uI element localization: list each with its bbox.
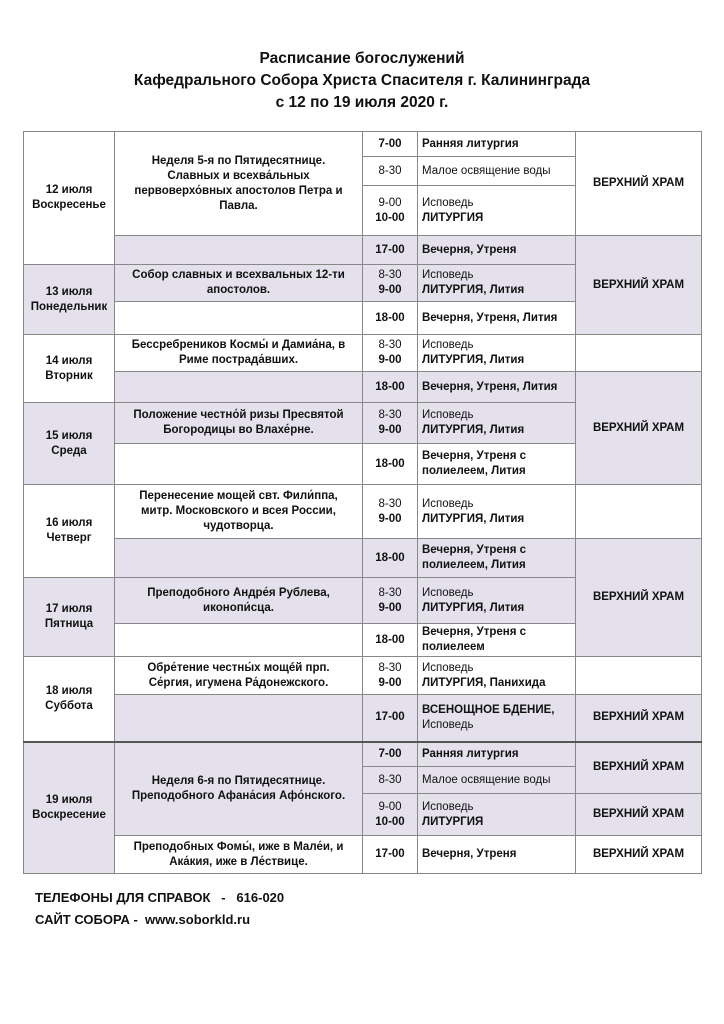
feast-cell xyxy=(115,403,363,444)
day-date: 15 июля xyxy=(45,429,93,442)
day-date: 17 июля xyxy=(45,603,93,615)
time-cell xyxy=(363,265,418,302)
time-cell xyxy=(363,403,418,444)
location-cell: ВЕРХНИЙ ХРАМ xyxy=(576,695,702,742)
time-value: 8-30 xyxy=(378,409,402,421)
service-value: Исповедь xyxy=(422,196,474,209)
service-cell: Вечерня, Утреня xyxy=(418,836,576,874)
service-cell xyxy=(418,578,576,624)
footer-phones: ТЕЛЕФОНЫ ДЛЯ СПРАВОК - 616-020 xyxy=(35,890,285,905)
title-line-1: Расписание богослужений xyxy=(259,50,465,67)
day-cell xyxy=(24,485,115,578)
time-cell: 18-00 xyxy=(363,624,418,657)
service-cell xyxy=(418,265,576,302)
location-cell: ВЕРХНИЙ ХРАМ xyxy=(576,836,702,874)
day-weekday: Суббота xyxy=(45,699,93,712)
day-cell xyxy=(24,742,115,874)
time-value: 8-30 xyxy=(378,339,402,351)
service-cell: Ранняя литургия xyxy=(418,742,576,767)
feast-cell-empty xyxy=(115,302,363,335)
service-cell: Малое освящение воды xyxy=(418,767,576,794)
service-cell xyxy=(418,539,576,578)
time-cell xyxy=(363,485,418,539)
table-row xyxy=(24,742,702,767)
table-row xyxy=(24,539,702,578)
service-value: Исповедь xyxy=(422,718,474,731)
time-cell: 17-00 xyxy=(363,236,418,265)
feast-line: первоверхо́вных апостолов Петра и xyxy=(134,184,343,197)
time-cell: 7-00 xyxy=(363,742,418,767)
service-cell xyxy=(418,403,576,444)
service-value: Исповедь xyxy=(422,269,474,281)
service-value: Исповедь xyxy=(422,497,474,510)
feast-cell-empty xyxy=(115,444,363,485)
time-cell: 8-30 xyxy=(363,767,418,794)
feast-line: Перенесение мощей свт. Фили́ппа, xyxy=(139,490,338,502)
feast-cell-empty xyxy=(115,695,363,742)
day-cell xyxy=(24,657,115,742)
service-value: ЛИТУРГИЯ, Лития xyxy=(422,424,525,436)
service-value: ВСЕНОЩНОЕ БДЕНИЕ, xyxy=(422,703,555,716)
service-value: Вечерня, Утреня с xyxy=(422,544,527,556)
day-weekday: Четверг xyxy=(46,532,92,544)
feast-line: Павла. xyxy=(219,199,258,212)
time-value: 9-00 xyxy=(378,196,402,209)
service-cell xyxy=(418,335,576,372)
service-cell xyxy=(418,444,576,485)
location-cell: ВЕРХНИЙ ХРАМ xyxy=(576,742,702,794)
day-weekday: Воскресение xyxy=(32,808,106,821)
time-value: 8-30 xyxy=(378,269,402,281)
service-value: полиелеем, Лития xyxy=(422,465,526,477)
feast-line: Бессребреников Космы́ и Дамиа́на, в xyxy=(131,339,346,351)
feast-line: Собор славных и всехвальных 12-ти xyxy=(132,269,345,281)
day-cell xyxy=(24,335,115,403)
day-weekday: Пятница xyxy=(44,618,94,630)
time-cell: 18-00 xyxy=(363,372,418,403)
service-value: ЛИТУРГИЯ xyxy=(422,211,484,224)
service-cell xyxy=(418,657,576,695)
time-cell xyxy=(363,794,418,836)
service-value: Исповедь xyxy=(422,409,474,421)
service-cell xyxy=(418,624,576,657)
table-row xyxy=(24,657,702,695)
service-cell xyxy=(418,186,576,236)
service-value: полиелеем, Лития xyxy=(422,559,526,571)
day-weekday: Среда xyxy=(51,444,87,457)
service-value: ЛИТУРГИЯ, Лития xyxy=(422,284,525,296)
time-value: 9-00 xyxy=(378,354,402,366)
schedule-table xyxy=(23,131,702,874)
footer-site: САЙТ СОБОРА - www.soborkld.ru xyxy=(35,912,251,927)
time-cell: 17-00 xyxy=(363,836,418,874)
feast-line: Неделя 6-я по Пятидесятнице. xyxy=(151,774,326,787)
feast-cell-empty xyxy=(115,624,363,657)
table-row xyxy=(24,836,702,874)
day-weekday: Вторник xyxy=(45,369,93,382)
table-row xyxy=(24,485,702,539)
feast-line: Ака́кия, иже в Ле́ствице. xyxy=(169,855,308,868)
table-row xyxy=(24,372,702,403)
service-cell: Вечерня, Утреня, Лития xyxy=(418,372,576,403)
feast-line: Се́ргия, игумена Ра́донежского. xyxy=(148,676,329,689)
service-cell: Ранняя литургия xyxy=(418,132,576,157)
feast-cell-empty xyxy=(115,539,363,578)
day-date: 18 июля xyxy=(45,684,93,697)
feast-line: Богородицы во Влахе́рне. xyxy=(163,424,314,436)
feast-line: апостолов. xyxy=(206,284,271,296)
time-cell: 18-00 xyxy=(363,444,418,485)
time-cell xyxy=(363,186,418,236)
service-value: Исповедь xyxy=(422,800,474,813)
day-weekday: Воскресенье xyxy=(32,199,106,211)
time-value: 10-00 xyxy=(375,815,405,828)
day-weekday: Понедельник xyxy=(30,300,108,313)
feast-line: Преподобного Андре́я Рублева, xyxy=(147,586,330,599)
day-cell xyxy=(24,132,115,265)
time-value: 8-30 xyxy=(378,586,402,599)
location-cell: ВЕРХНИЙ ХРАМ xyxy=(576,132,702,236)
feast-line: Преподобных Фомы́, иже в Мале́и, и xyxy=(133,840,344,853)
time-value: 9-00 xyxy=(378,424,402,436)
feast-cell-empty xyxy=(115,372,363,403)
feast-cell xyxy=(115,742,363,836)
time-value: 9-00 xyxy=(378,284,402,296)
time-value: 8-30 xyxy=(378,497,402,510)
location-cell: ВЕРХНИЙ ХРАМ xyxy=(576,372,702,485)
day-cell xyxy=(24,578,115,657)
service-value: Вечерня, Утреня с xyxy=(422,626,527,638)
service-cell: Вечерня, Утреня, Лития xyxy=(418,302,576,335)
feast-cell xyxy=(115,578,363,624)
time-value: 9-00 xyxy=(378,512,402,525)
day-date: 12 июля xyxy=(45,184,93,196)
service-value: Вечерня, Утреня с xyxy=(422,450,527,462)
title-line-3: с 12 по 19 июля 2020 г. xyxy=(275,94,449,111)
service-value: полиелеем xyxy=(422,641,485,653)
feast-line: митр. Московского и всея России, xyxy=(141,505,336,517)
location-cell: ВЕРХНИЙ ХРАМ xyxy=(576,236,702,335)
time-cell xyxy=(363,657,418,695)
location-cell: ВЕРХНИЙ ХРАМ xyxy=(576,539,702,657)
time-cell: 7-00 xyxy=(363,132,418,157)
service-cell xyxy=(418,794,576,836)
feast-line: Положение честно́й ризы Пресвятой xyxy=(133,409,344,421)
feast-line: Риме пострада́вших. xyxy=(178,354,299,366)
day-cell xyxy=(24,403,115,485)
day-cell xyxy=(24,265,115,335)
feast-cell-empty xyxy=(115,236,363,265)
time-cell xyxy=(363,578,418,624)
day-date: 14 июля xyxy=(45,354,93,367)
service-value: ЛИТУРГИЯ, Лития xyxy=(422,601,525,614)
time-cell: 18-00 xyxy=(363,539,418,578)
feast-line: Обре́тение честны́х мощéй прп. xyxy=(147,661,330,674)
time-value: 9-00 xyxy=(378,676,402,689)
time-value: 9-00 xyxy=(378,601,402,614)
service-value: ЛИТУРГИЯ xyxy=(422,815,484,828)
feast-line: Неделя 5-я по Пятидесятнице. xyxy=(151,154,326,167)
feast-line: чудотворца. xyxy=(203,520,274,532)
table-row xyxy=(24,695,702,742)
table-row xyxy=(24,236,702,265)
day-date: 16 июля xyxy=(45,517,93,529)
service-value: ЛИТУРГИЯ, Панихида xyxy=(422,676,546,689)
table-row xyxy=(24,335,702,372)
service-cell: Малое освящение воды xyxy=(418,157,576,186)
time-cell: 18-00 xyxy=(363,302,418,335)
feast-line: иконопи́сца. xyxy=(203,601,274,614)
feast-cell xyxy=(115,265,363,302)
time-cell: 17-00 xyxy=(363,695,418,742)
service-cell xyxy=(418,485,576,539)
service-value: ЛИТУРГИЯ, Лития xyxy=(422,354,525,366)
table-row xyxy=(24,132,702,157)
service-cell xyxy=(418,695,576,742)
time-value: 10-00 xyxy=(375,211,405,224)
service-value: Исповедь xyxy=(422,339,474,351)
day-date: 13 июля xyxy=(45,285,93,298)
feast-cell xyxy=(115,485,363,539)
service-value: ЛИТУРГИЯ, Лития xyxy=(422,512,525,525)
time-value: 8-30 xyxy=(378,661,402,674)
time-cell: 8-30 xyxy=(363,157,418,186)
time-cell xyxy=(363,335,418,372)
feast-line: Славных и всехва́льных xyxy=(167,169,310,182)
feast-cell xyxy=(115,335,363,372)
feast-cell xyxy=(115,657,363,695)
feast-cell xyxy=(115,836,363,874)
feast-line: Преподобного Афана́сия Афо́нского. xyxy=(131,789,346,802)
service-cell: Вечерня, Утреня xyxy=(418,236,576,265)
feast-cell xyxy=(115,132,363,236)
service-value: Исповедь xyxy=(422,586,474,599)
location-cell: ВЕРХНИЙ ХРАМ xyxy=(576,794,702,836)
title-line-2: Кафедрального Собора Христа Спасителя г. Калининграда xyxy=(133,72,591,89)
time-value: 9-00 xyxy=(378,800,402,813)
service-value: Исповедь xyxy=(422,661,474,674)
day-date: 19 июля xyxy=(45,793,93,806)
